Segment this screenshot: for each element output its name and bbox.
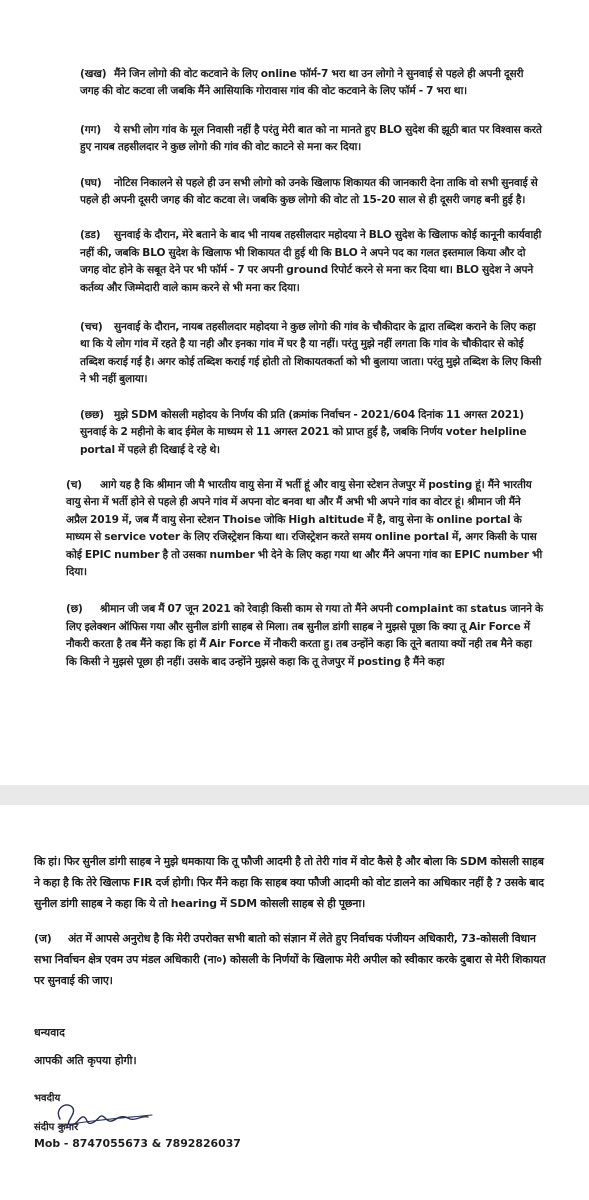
signature-block xyxy=(34,1091,549,1161)
paragraph-chh xyxy=(80,407,543,459)
paragraph-text: आगे यह है कि श्रीमान जी मै भारतीय वायु सेना में भर्ती हूं और वायु सेना स्टेशन तेजपुर में posting हूं। मैंने भारतीय वायु सेना में भर्ती होने से पहले ही अपने गांव में अपना वोट बनवा था और मैं अभी भी अपने गांव का वोटर हूं। श्रीमान जी मैंने अप्रैल 2019 में, जब मैं वायु सेना स्टेशन Thoise जोकि High altitude में है, वायु सेना के online portal के माध्यम से service voter के लिए रजिस्ट्रेशन किया था। रजिस्ट्रेशन करते समय online portal में, अगर किसी के पास कोई EPIC number है तो उसका number भी देने के लिए कहा गया था और मैंने अपना गांव का EPIC number भी दिया। xyxy=(66,478,543,578)
grace-text: आपकी अति कृपया होगी। xyxy=(34,1054,137,1067)
page-gap xyxy=(0,785,589,805)
paragraph-kh xyxy=(80,66,543,101)
paragraph-dd xyxy=(80,227,543,297)
paragraph-continuation: कि हां। फिर सुनील डांगी साहब ने मुझे धमकाया कि तू फौजी आदमी है तो तेरी गांव में वोट कैसे है और बोला कि SDM कोसली साहब ने कहा है कि तेरे खिलाफ FIR दर्ज होगी। फिर मैंने कहा कि साहब क्या फौजी आदमी को वोट डालने का अधिकार नहीं है ? उसके बाद सुनील डांगी साहब ने कहा कि ये तो hearing में SDM कोसली साहब से ही पूछना। xyxy=(34,855,544,910)
paragraph-text: श्रीमान जी जब मैं 07 जून 2021 को रेवाड़ी किसी काम से गया तो मैंने अपनी complaint का status जानने के लिए इलेक्शन ऑफिस गया और सुनील डांगी साहब से मिला। तब सुनील डांगी साहब ने मुझसे पूछा कि क्या तू Air Force में नौकरी करता है तब मैंने कहा कि हां मैं Air Force में नौकरी करता हु। तब उन्होंने कहा कि तूने बताया क्यों नही तब मैने कहा कि किसी ने मुझसे पूछा ही नहीं। उसके बाद उन्होंने मुझसे कहा कि तू तेजपुर में posting है मैंने कहा xyxy=(66,603,543,668)
paragraph-gg xyxy=(80,122,543,157)
paragraph-marker: (ज) xyxy=(34,932,52,945)
paragraph-marker: (घघ) xyxy=(80,176,102,189)
paragraph-marker: (चच) xyxy=(80,321,103,334)
paragraph-j xyxy=(34,928,549,991)
paragraph-marker: (च) xyxy=(66,478,82,491)
paragraph-marker: (गग) xyxy=(80,123,102,136)
paragraph-marker: (छछ) xyxy=(80,408,104,421)
paragraph-chh-single xyxy=(66,601,543,671)
paragraph-text: सुनवाई के दौरान, नायब तहसीलदार महोदया ने कुछ लोगो की गांव के चौकीदार के द्वारा तब्दिश कराने के लिए कहा था कि ये लोग गांव में रहते है या नही और इनका गांव में घर है या नहीं। परंतु मुझे नहीं लगता कि गांव के चौकीदार से कोई तब्दिश कराई गई है। अगर कोई तब्दिश कराई गई होती तो शिकायतकर्ता को भी बुलाया जाता। परंतु मुझे तब्दिश के लिए किसी ने भी नहीं बुलाया। xyxy=(80,321,542,386)
paragraph-text: अंत में आपसे अनुरोध है कि मेरी उपरोक्त सभी बातो को संज्ञान में लेते हुए निर्वाचक पंजीयन अधिकारी, 73-कोसली विधान सभा निर्वाचन क्षेत्र एवम उप मंडल अधिकारी (ना०) कोसली के निर्णयों के खिलाफ मेरी अपील को स्वीकार करके दुबारा से मेरी शिकायत पर सुनवाई की जाए। xyxy=(34,932,546,987)
paragraph-marker: (छ) xyxy=(66,603,83,616)
mobile-number: Mob - 8747055673 & 7892826037 xyxy=(34,1137,241,1150)
paragraph-text: ये सभी लोग गांव के मूल निवासी नहीं है परंतु मेरी बात को ना मानते हुए BLO सुदेश की झूठी बात पर विश्वास करते हुए नायब तहसीलदार ने कुछ लोगो की गांव की वोट काटने से मना कर दिया। xyxy=(80,123,542,154)
paragraph-chch xyxy=(80,319,543,389)
letter-page-2 xyxy=(0,805,589,1200)
paragraph-text: मैंने जिन लोगो की वोट कटवाने के लिए online फॉर्म-7 भरा था उन लोगो ने सुनवाई से पहले ही अपनी दूसरी जगह की वोट कटवा ली जबकि मैंने आसियाकि गोरावास गांव की वोट कटवाने के लिए फॉर्म - 7 भरा था। xyxy=(80,68,524,98)
paragraph-text: मुझे SDM कोसली महोदय के निर्णय की प्रति (क्रमांक निर्वाचन - 2021/604 दिनांक 11 अगस्त 2021) सुनवाई के 2 महीनो के बाद ईमेल के माध्यम से 11 अगस्त 2021 को प्राप्त हुई है, जबकि निर्णय voter helpline portal में पहले ही दिखाई दे रहे थे। xyxy=(80,408,527,456)
paragraph-marker: (डड) xyxy=(80,229,101,242)
paragraph-text: सुनवाई के दौरान, मेरे बताने के बाद भी नायब तहसीलदार महोदया ने BLO सुदेश के खिलाफ कोई कानूनी कार्यवाही नहीं की, जबकि BLO सुदेश के खिलाफ भी शिकायत दी हुई थी कि BLO ने अपने पद का गलत इस्तमाल किया और दो जगह वोट होने के सबूत देने पर भी फॉर्म - 7 पर अपनी ground रिपोर्ट करने से मना कर दिया था। BLO सुदेश ने अपने कर्तव्य और जिम्मेदारी वाले काम करने से भी मना कर दिया। xyxy=(80,229,542,294)
thanks-text: धन्यवाद xyxy=(34,1026,65,1039)
handwritten-signature xyxy=(52,1097,162,1131)
sign-off: भवदीय xyxy=(34,1093,61,1104)
paragraph-marker: (खख) xyxy=(80,68,107,80)
paragraph-ch xyxy=(66,477,543,581)
signer-name: संदीप कुमार xyxy=(34,1122,79,1133)
paragraph-gh xyxy=(80,175,543,210)
paragraph-text: नोटिस निकालने से पहले ही उन सभी लोगो को उनके खिलाफ शिकायत की जानकारी देना ताकि वो सभी सुनवाई से पहले ही अपनी दूसरी जगह की वोट कटवा ले। जबकि कुछ लोगो की वोट तो 15-20 साल से ही दूसरी जगह बनी हुई है। xyxy=(80,176,538,207)
